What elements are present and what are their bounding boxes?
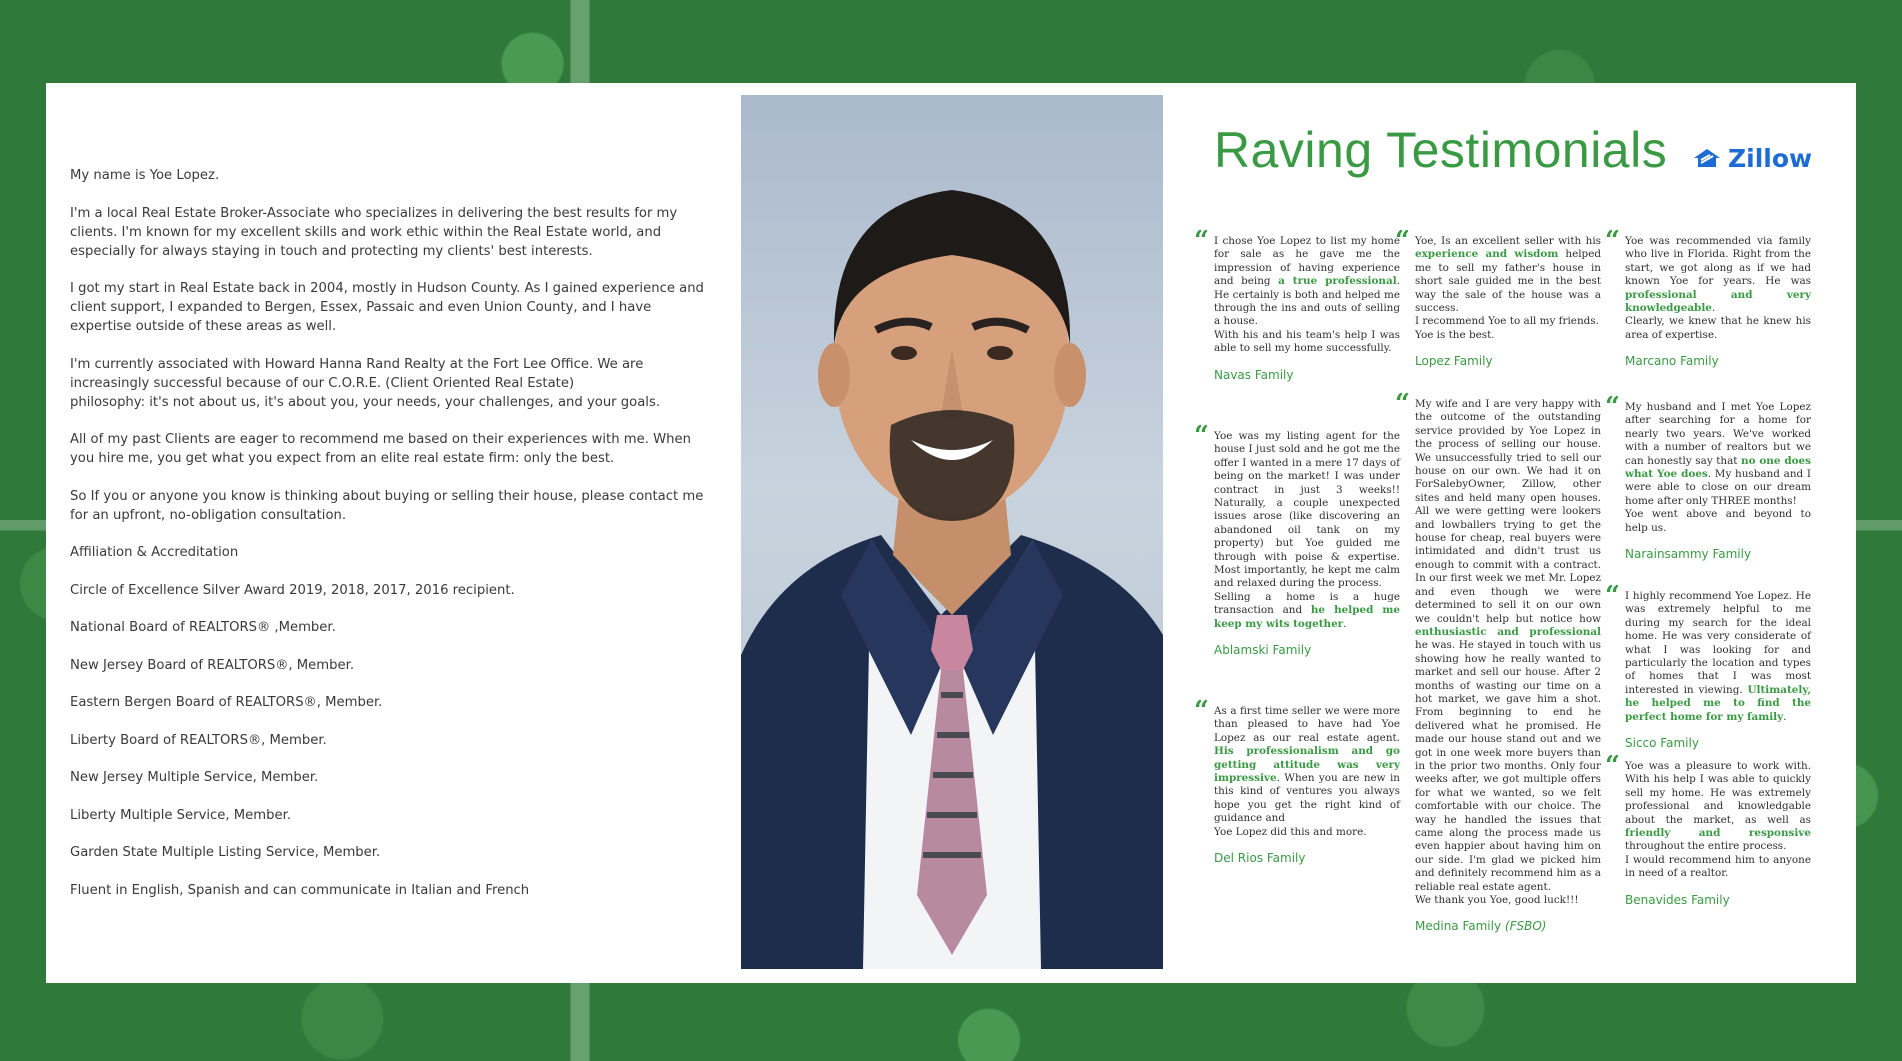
- testimonial: [1194, 226, 1400, 382]
- zillow-wordmark: Zillow: [1728, 143, 1813, 173]
- testimonial: [1605, 226, 1811, 369]
- testimonial: [1605, 581, 1811, 751]
- quote-icon: “: [1605, 751, 1620, 781]
- testimonial: [1605, 392, 1811, 562]
- testimonial-text: I highly recommend Yoe Lopez. He was extremely helpful to me during my search for the ideal home. He was very considerate of what I was looking for and particularly the location and types of homes that I was most interested in viewing. Ultimately, he helped me to find the perfect home for my family.: [1625, 590, 1811, 723]
- testimonial-author: Lopez Family: [1415, 354, 1493, 369]
- testimonial-text: As a first time seller we were more than pleased to have had Yoe Lopez as our real estate agent. His professionalism and go getting attitude was very impressive. When you are new in this kind of ventures you always hope you get the right kind of guidance and Yoe Lopez did this and more.: [1214, 705, 1400, 838]
- testimonial: [1605, 751, 1811, 907]
- testimonial-author: Medina Family (FSBO): [1415, 919, 1547, 934]
- testimonials-title: Raving Testimonials: [1214, 122, 1668, 178]
- testimonial-author: Sicco Family: [1625, 736, 1699, 751]
- testimonial-text: Yoe was my listing agent for the house I just sold and he got me the offer I wanted in a mere 17 days of being on the market! I was under contract in just 3 weeks!! Naturally, a couple unexpected issues arose (like discovering an abandoned oil tank on my property) but Yoe guided me through with poise & expertise. Most importantly, he kept me calm and relaxed during the process. Selling a home is a huge transaction and he helped me keep my wits together.: [1214, 430, 1401, 630]
- testimonial-author: Marcano Family: [1625, 354, 1719, 369]
- affiliation-heading: Affiliation & Accreditation: [70, 545, 239, 560]
- testimonial-author: Del Rios Family: [1214, 851, 1306, 866]
- agent-portrait-illustration: [741, 95, 1163, 969]
- affiliation-item: Liberty Board of REALTORS®, Member.: [70, 732, 327, 748]
- testimonial-text: Yoe, Is an excellent seller with his experience and wisdom helped me to sell my father's house in short sale guided me in the best way the sale of the house was a success. I recommend Yoe to all my friends. Yoe is the best.: [1415, 235, 1601, 341]
- bio-paragraph: I'm a local Real Estate Broker-Associate who specializes in delivering the best results for my clients. I'm known for my excellent skills and work ethic within the Real Estate world, and especially for always staying in touch and protecting my clients' best interests.: [70, 205, 678, 259]
- affiliation-item: Fluent in English, Spanish and can communicate in Italian and French: [70, 882, 530, 898]
- quote-icon: “: [1194, 421, 1209, 451]
- profile-card: [46, 83, 1856, 983]
- testimonial: [1194, 696, 1400, 866]
- affiliation-item: Circle of Excellence Silver Award 2019, 2018, 2017, 2016 recipient.: [70, 582, 515, 598]
- testimonial-text: Yoe was a pleasure to work with. With his help I was able to quickly sell my home. He was extremely professional and knowledgable about the market, as well as friendly and responsive throughout the entire process. I would recommend him to anyone in need of a realtor.: [1625, 760, 1811, 880]
- bio-paragraph: So If you or anyone you know is thinking about buying or selling their house, please contact me for an upfront, no-obligation consultation.: [70, 488, 704, 523]
- testimonial: [1194, 421, 1401, 658]
- affiliation-item: Eastern Bergen Board of REALTORS®, Member.: [70, 695, 383, 710]
- zillow-logo: [1692, 138, 1812, 178]
- bio-paragraph: I'm currently associated with Howard Hanna Rand Realty at the Fort Lee Office. We are increasingly successful because of our C.O.R.E. (Client Oriented Real Estate) philosophy: it's not about us, it's about you, your needs, your challenges, and your goals.: [70, 356, 661, 410]
- testimonial-author: Navas Family: [1214, 367, 1294, 382]
- quote-icon: “: [1605, 226, 1620, 256]
- testimonial-text: Yoe was recommended via family who live in Florida. Right from the start, we got along as if we had known Yoe for years. He was professional and very knowledgeable. Clearly, we knew that he knew his area of expertise.: [1625, 235, 1811, 341]
- testimonial-text: My wife and I are very happy with the outcome of the outstanding service provided by Yoe Lopez in the process of selling our house. We unsuccessfully tried to sell our house on our own. We had it on ForSalebyOwner, Zillow, other sites and held many open houses. All we were getting were lookers and lowballers trying to get the house for cheap, real buyers were intimidated and didn't trust us enough to commit with a contract. In our first week we met Mr. Lopez and even though we were determined to sell it on our own we couldn't help but notice how enthusiastic and professional he was. He stayed in touch with us showing how he really wanted to market and sell our house. After 2 months of wasting our time on a hot market, we gave him a shot. From beginning to end he delivered what he promised. He made our house stand out and we got in one week more buyers than in the prior two months. Only four weeks after, we got multiple offers for what we wanted, so we felt comfortable with our choice. The way he handled the issues that came along the process made us even happier about having him on our side. I'm glad we picked him and definitely recommend him as a reliable real estate agent. We thank you Yoe, good luck!!!: [1415, 398, 1601, 907]
- agent-bio: [70, 166, 710, 918]
- zillow-house-icon: [1692, 146, 1722, 170]
- affiliation-item: New Jersey Board of REALTORS®, Member.: [70, 657, 355, 673]
- affiliation-item: New Jersey Multiple Service, Member.: [70, 770, 319, 785]
- testimonial: [1395, 389, 1601, 934]
- bio-paragraph: All of my past Clients are eager to recommend me based on their experiences with me. When you hire me, you get what you expect from an elite real estate firm: only the best.: [70, 432, 691, 466]
- quote-icon: “: [1605, 581, 1620, 611]
- testimonial-author: Ablamski Family: [1214, 643, 1312, 658]
- bio-intro: My name is Yoe Lopez.: [70, 168, 220, 183]
- testimonial-text: My husband and I met Yoe Lopez after searching for a home for nearly two years. We've worked with a number of realtors but we can honestly say that no one does what Yoe does. My husband and I were able to close on our dream home after only THREE months! Yoe went above and beyond to help us.: [1625, 401, 1811, 534]
- testimonial-author: Narainsammy Family: [1625, 547, 1752, 562]
- testimonial-text: I chose Yoe Lopez to list my home for sale as he gave me the impression of having experience and being a true professional. He certainly is both and helped me through the ins and outs of selling a house. With his and his team's help I was able to sell my home successfully.: [1214, 235, 1400, 355]
- affiliation-item: Liberty Multiple Service, Member.: [70, 807, 292, 823]
- testimonial-author: Benavides Family: [1625, 892, 1730, 907]
- affiliation-item: National Board of REALTORS® ,Member.: [70, 620, 336, 635]
- quote-icon: “: [1605, 392, 1620, 422]
- quote-icon: “: [1194, 226, 1209, 256]
- testimonial: [1395, 226, 1601, 369]
- bio-paragraph: I got my start in Real Estate back in 2004, mostly in Hudson County. As I gained experience and client support, I expanded to Bergen, Essex, Passaic and even Union County, and I have expertise outside of these areas as well.: [70, 281, 704, 334]
- agent-portrait: [741, 95, 1163, 969]
- quote-icon: “: [1194, 696, 1209, 726]
- affiliation-item: Garden State Multiple Listing Service, Member.: [70, 845, 381, 860]
- quote-icon: “: [1395, 389, 1410, 419]
- quote-icon: “: [1395, 226, 1410, 256]
